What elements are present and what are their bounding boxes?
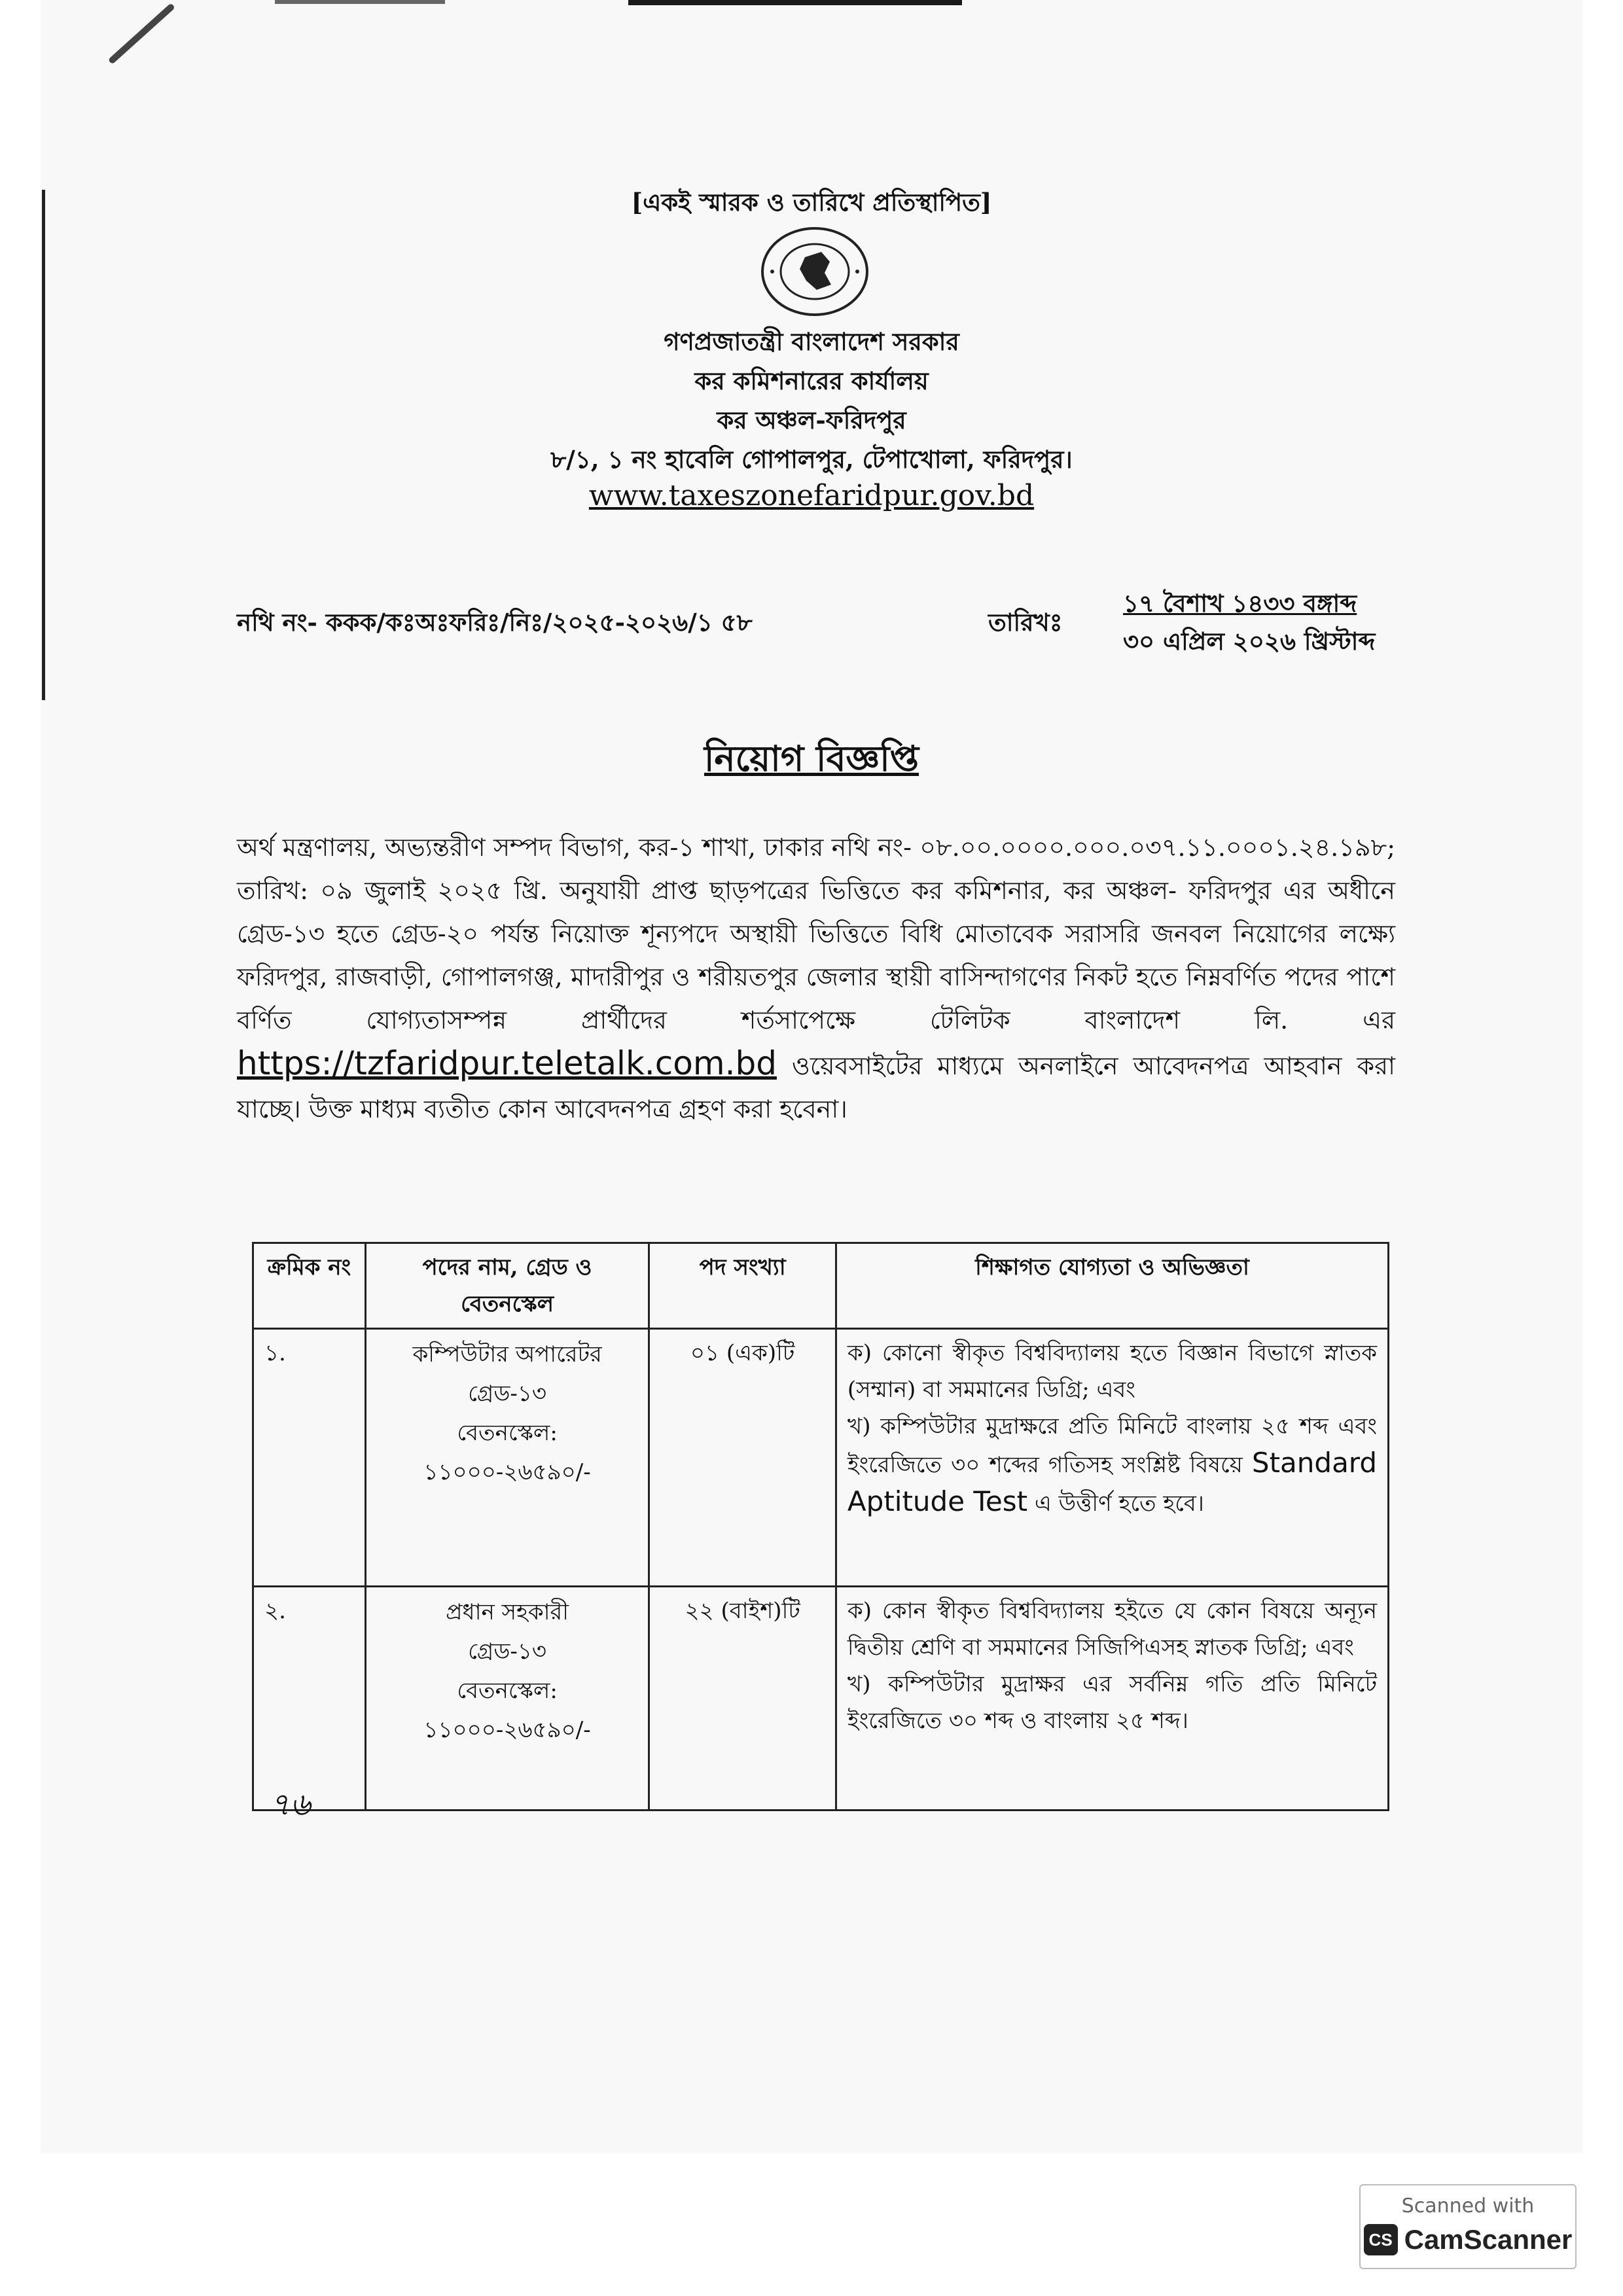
post-grade: গ্রেড-১৩ <box>468 1381 547 1407</box>
qualification-b-text: এ উত্তীর্ণ হতে হবে। <box>1034 1491 1204 1517</box>
post-cell <box>365 1329 649 1587</box>
post-name: কম্পিউটার অপারেটর <box>412 1341 602 1368</box>
body-text: অর্থ মন্ত্রণালয়, অভ্যন্তরীণ সম্পদ বিভাগ, কর-১ শাখা, ঢাকার নথি নং- ০৮.০০.০০০০.০০০.০৩৭.১১.০০০১.২৪.১৯৮; তারিখ: ০৯ জুলাই ২০২৫ খ্রি. অনুযায়ী প্রাপ্ত ছাড়পত্রের ভিত্তিতে কর কমিশনার, কর অঞ্চল- ফরিদপুর এর অধীনে গ্রেড-১৩ হতে গ্রেড-২০ পর্যন্ত নিয়োক্ত শূন্যপদে অস্থায়ী ভিত্তিতে বিধি মোতাবেক সরাসরি জনবল নিয়োগের লক্ষ্যে ফরিদপুর, রাজবাড়ী, গোপালগঞ্জ, মাদারীপুর ও শরীয়তপুর জেলার স্থায়ী বাসিন্দাগণের নিকট হতে নিম্নবর্ণিত পদের পাশে বর্ণিত যোগ্যতাসম্পন্ন প্রার্থীদের শর্তসাপেক্ষে টেলিটক বাংলাদেশ লি. এর <box>237 833 1395 1034</box>
qualification-b <box>847 1408 1377 1522</box>
pay-scale-label: বেতনস্কেল: <box>457 1678 558 1704</box>
table-row <box>253 1329 1389 1587</box>
post-count: ২২ (বাইশ)টি <box>649 1587 836 1810</box>
org-line: কর অঞ্চল-ফরিদপুর <box>717 406 906 434</box>
post-count: ০১ (এক)টি <box>649 1329 836 1587</box>
organization-address <box>0 322 1623 479</box>
pay-scale-label: বেতনস্কেল: <box>457 1420 558 1446</box>
pay-scale: ১১০০০-২৬৫৯০/- <box>423 1459 591 1485</box>
memo-number: নথি নং- ককক/কঃঅঃফরিঃ/নিঃ/২০২৫-২০২৬/১ ৫৮ <box>237 608 753 637</box>
column-header: ক্রমিক নং <box>253 1243 366 1329</box>
qualification-cell <box>836 1587 1388 1810</box>
government-seal-icon <box>759 226 870 317</box>
top-edge-mark <box>275 0 445 4</box>
post-name: প্রধান সহকারী <box>446 1599 569 1625</box>
reissued-note: [একই স্মারক ও তারিখে প্রতিস্থাপিত] <box>631 188 992 217</box>
pay-scale: ১১০০০-২৬৫৯০/- <box>423 1717 591 1743</box>
qualification-b-text: খ) কম্পিউটার মুদ্রাক্ষরে প্রতি মিনিটে বাংলায় ২৫ শব্দ এবং ইংরেজিতে ৩০ শব্দের গতিসহ সংশ্লিষ্ট বিষয়ে <box>847 1413 1377 1478</box>
org-line: কর কমিশনারের কার্যালয় <box>694 366 929 395</box>
post-grade: গ্রেড-১৩ <box>468 1638 547 1665</box>
date-bangla: ১৭ বৈশাখ ১৪৩৩ বঙ্গাব্দ <box>1123 589 1357 618</box>
org-line: গণপ্রজাতন্ত্রী বাংলাদেশ সরকার <box>664 327 959 356</box>
column-header: পদ সংখ্যা <box>649 1243 836 1329</box>
date-gregorian: ৩০ এপ্রিল ২০২৬ খ্রিস্টাব্দ <box>1123 627 1376 656</box>
serial-cell: ১. <box>253 1329 366 1587</box>
table-header-row <box>253 1243 1389 1329</box>
handwritten-initials: ৭৬ <box>270 1786 311 1823</box>
qualification-a: ক) কোনো স্বীকৃত বিশ্ববিদ্যালয় হতে বিজ্ঞান বিভাগে স্নাতক (সম্মান) বা সমমানের ডিগ্রি; এবং <box>847 1340 1377 1403</box>
application-link[interactable]: https://tzfaridpur.teletalk.com.bd <box>237 1044 777 1082</box>
camscanner-logo-icon: CS <box>1364 2224 1398 2255</box>
body-text: ওয়েবসাইটের মাধ্যমে অনলাইনে আবেদনপত্র আহবান করা যাচ্ছে। উক্ত মাধ্যম ব্যতীত কোন আবেদনপত্র গ্রহণ করা হবেনা। <box>237 1051 1395 1123</box>
date-label: তারিখঃ <box>988 608 1063 637</box>
table-row <box>253 1587 1389 1810</box>
serial-cell: ২. <box>253 1587 366 1810</box>
column-header: শিক্ষাগত যোগ্যতা ও অভিজ্ঞতা <box>836 1243 1388 1329</box>
badge-brand-row <box>1361 2224 1575 2255</box>
vacancy-table <box>252 1242 1389 1811</box>
aptitude-test-name: Standard Aptitude Test <box>847 1447 1377 1517</box>
badge-brand-name: CamScanner <box>1404 2224 1573 2255</box>
camscanner-badge <box>1359 2184 1577 2269</box>
office-website-link[interactable]: www.taxeszonefaridpur.gov.bd <box>588 479 1035 512</box>
notice-title: নিয়োগ বিজ্ঞপ্তি <box>704 737 919 779</box>
memo-date <box>1123 584 1375 660</box>
qualification-b: খ) কম্পিউটার মুদ্রাক্ষর এর সর্বনিম্ন গতি প্রতি মিনিটে ইংরেজিতে ৩০ শব্দ ও বাংলায় ২৫ শব্দ। <box>847 1671 1377 1734</box>
badge-caption: Scanned with <box>1401 2195 1535 2217</box>
qualification-cell <box>836 1329 1388 1587</box>
post-cell <box>365 1587 649 1810</box>
qualification-a: ক) কোন স্বীকৃত বিশ্ববিদ্যালয় হইতে যে কোন বিষয়ে অন্যূন দ্বিতীয় শ্রেণি বা সমমানের সিজিপিএসহ স্নাতক ডিগ্রি; এবং <box>847 1598 1377 1661</box>
column-header: পদের নাম, গ্রেড ও বেতনস্কেল <box>365 1243 649 1329</box>
notice-body <box>237 826 1395 1131</box>
org-line: ৮/১, ১ নং হাবেলি গোপালপুর, টেপাখোলা, ফরিদপুর। <box>550 445 1073 474</box>
top-edge-mark <box>628 0 962 5</box>
